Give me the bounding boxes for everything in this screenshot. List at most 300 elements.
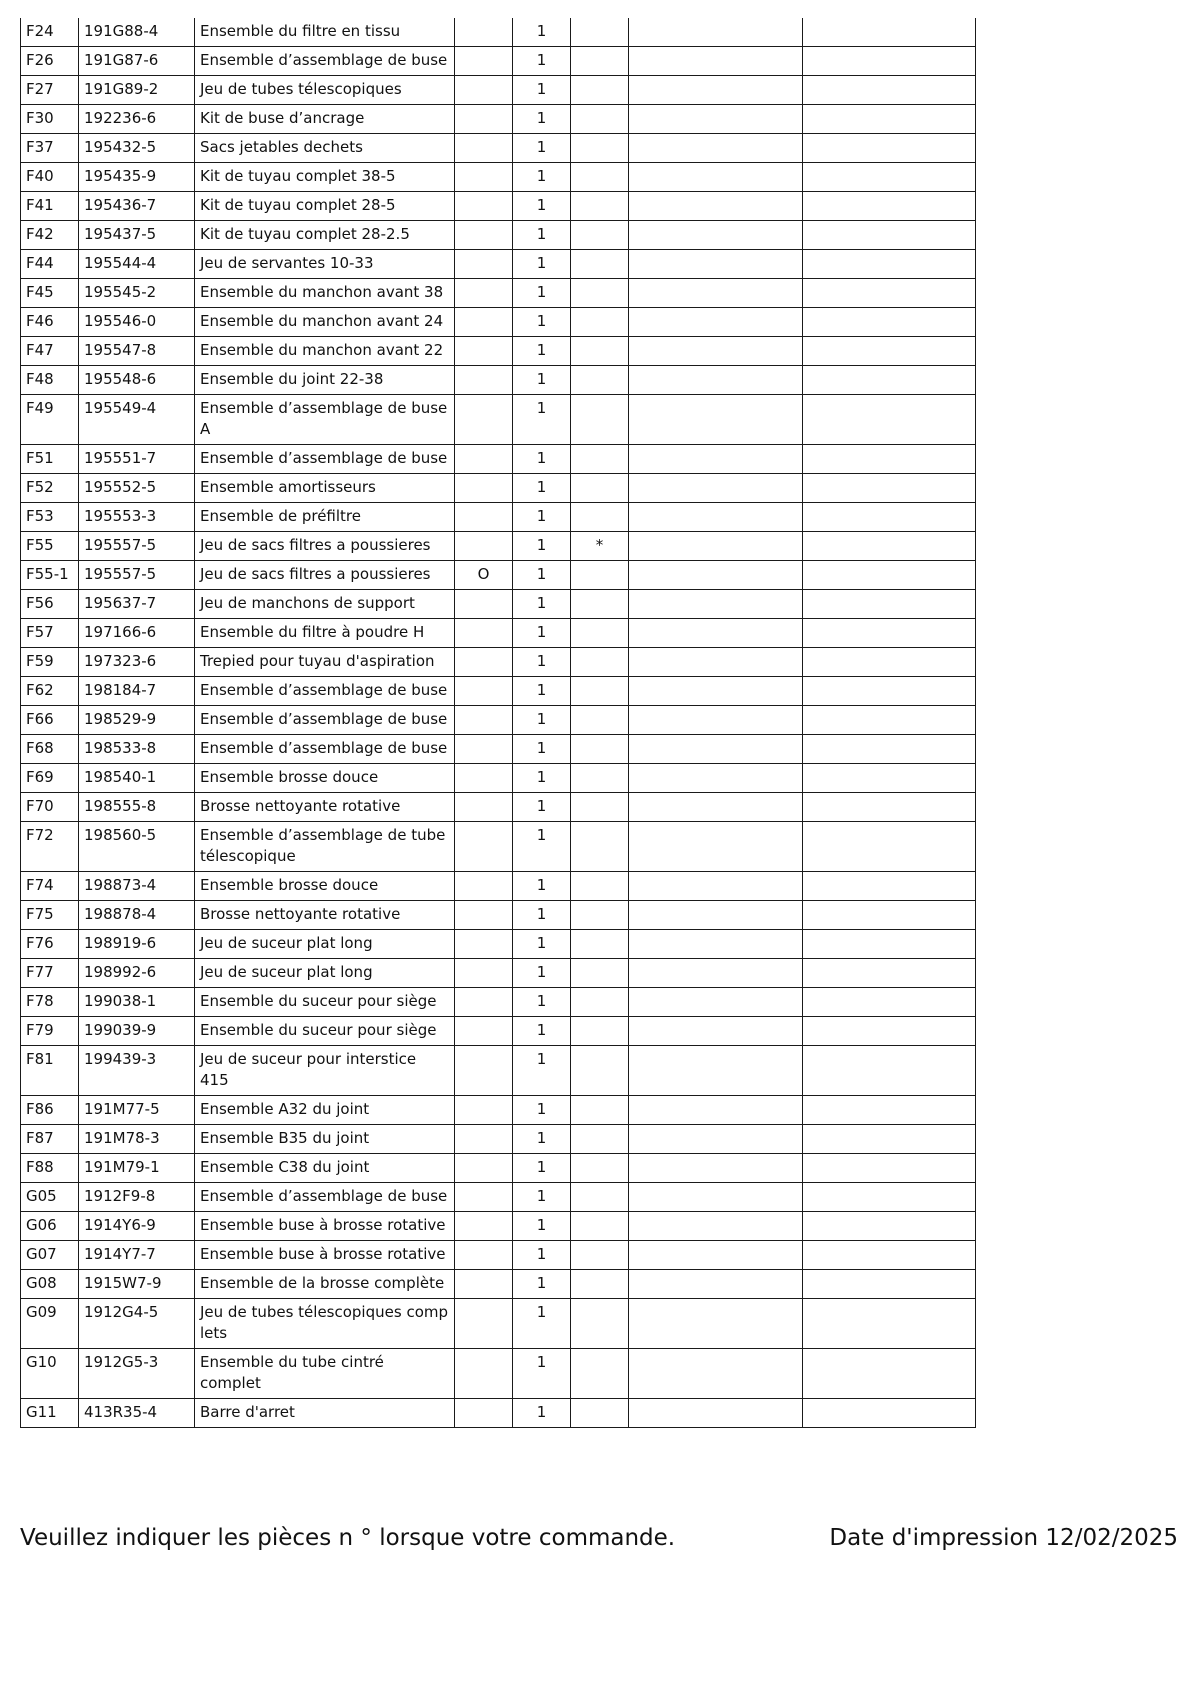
blank-cell <box>803 1125 976 1154</box>
ref-cell: F78 <box>21 988 79 1017</box>
blank-cell <box>629 793 803 822</box>
blank-cell <box>803 1399 976 1428</box>
quantity-cell: 1 <box>513 959 571 988</box>
quantity-cell: 1 <box>513 648 571 677</box>
description-cell: Ensemble de la brosse complète <box>195 1270 455 1299</box>
quantity-cell: 1 <box>513 1299 571 1349</box>
description-cell: Sacs jetables dechets <box>195 134 455 163</box>
blank-cell <box>629 619 803 648</box>
note-cell <box>571 793 629 822</box>
blank-cell <box>629 1183 803 1212</box>
ref-cell: F55 <box>21 532 79 561</box>
ref-cell: F81 <box>21 1046 79 1096</box>
mark-cell <box>455 1299 513 1349</box>
part-number-cell: 1914Y6-9 <box>79 1212 195 1241</box>
ref-cell: F55-1 <box>21 561 79 590</box>
table-row <box>21 619 976 648</box>
blank-cell <box>629 1299 803 1349</box>
note-cell <box>571 764 629 793</box>
blank-cell <box>803 18 976 47</box>
part-number-cell: 195548-6 <box>79 366 195 395</box>
blank-cell <box>803 308 976 337</box>
description-cell: Ensemble du suceur pour siège <box>195 988 455 1017</box>
mark-cell <box>455 366 513 395</box>
part-number-cell: 198533-8 <box>79 735 195 764</box>
part-number-cell: 198555-8 <box>79 793 195 822</box>
mark-cell <box>455 764 513 793</box>
blank-cell <box>803 1096 976 1125</box>
part-number-cell: 195545-2 <box>79 279 195 308</box>
table-row <box>21 1399 976 1428</box>
ref-cell: F48 <box>21 366 79 395</box>
blank-cell <box>803 1349 976 1399</box>
table-row <box>21 250 976 279</box>
note-cell <box>571 1125 629 1154</box>
ref-cell: F68 <box>21 735 79 764</box>
note-cell <box>571 445 629 474</box>
note-cell <box>571 1154 629 1183</box>
ref-cell: F57 <box>21 619 79 648</box>
part-number-cell: 195551-7 <box>79 445 195 474</box>
table-row <box>21 959 976 988</box>
note-cell <box>571 105 629 134</box>
quantity-cell: 1 <box>513 764 571 793</box>
blank-cell <box>803 474 976 503</box>
note-cell <box>571 221 629 250</box>
quantity-cell: 1 <box>513 1183 571 1212</box>
table-row <box>21 134 976 163</box>
blank-cell <box>803 1241 976 1270</box>
mark-cell <box>455 445 513 474</box>
part-number-cell: 1912G4-5 <box>79 1299 195 1349</box>
description-cell: Ensemble de préfiltre <box>195 503 455 532</box>
quantity-cell: 1 <box>513 677 571 706</box>
note-cell <box>571 988 629 1017</box>
mark-cell <box>455 1270 513 1299</box>
ref-cell: F46 <box>21 308 79 337</box>
part-number-cell: 195549-4 <box>79 395 195 445</box>
blank-cell <box>629 648 803 677</box>
blank-cell <box>629 445 803 474</box>
blank-cell <box>803 221 976 250</box>
table-row <box>21 18 976 47</box>
blank-cell <box>803 619 976 648</box>
blank-cell <box>629 590 803 619</box>
mark-cell <box>455 250 513 279</box>
blank-cell <box>803 1154 976 1183</box>
description-cell: Ensemble d’assemblage de buse A <box>195 395 455 445</box>
parts-table-body <box>21 18 976 1428</box>
description-cell: Jeu de suceur pour interstice 415 <box>195 1046 455 1096</box>
ref-cell: F56 <box>21 590 79 619</box>
blank-cell <box>803 706 976 735</box>
ref-cell: F47 <box>21 337 79 366</box>
blank-cell <box>803 561 976 590</box>
part-number-cell: 191M77-5 <box>79 1096 195 1125</box>
note-cell <box>571 308 629 337</box>
part-number-cell: 195637-7 <box>79 590 195 619</box>
blank-cell <box>629 366 803 395</box>
blank-cell <box>629 1241 803 1270</box>
quantity-cell: 1 <box>513 706 571 735</box>
table-row <box>21 1212 976 1241</box>
blank-cell <box>803 793 976 822</box>
blank-cell <box>803 1299 976 1349</box>
blank-cell <box>803 395 976 445</box>
quantity-cell: 1 <box>513 590 571 619</box>
note-cell <box>571 1241 629 1270</box>
mark-cell <box>455 793 513 822</box>
note-cell <box>571 279 629 308</box>
part-number-cell: 199038-1 <box>79 988 195 1017</box>
note-cell <box>571 250 629 279</box>
parts-table <box>20 18 976 1428</box>
description-cell: Ensemble du manchon avant 24 <box>195 308 455 337</box>
blank-cell <box>803 1046 976 1096</box>
mark-cell <box>455 988 513 1017</box>
part-number-cell: 198184-7 <box>79 677 195 706</box>
quantity-cell: 1 <box>513 250 571 279</box>
blank-cell <box>629 822 803 872</box>
blank-cell <box>629 192 803 221</box>
mark-cell <box>455 105 513 134</box>
ref-cell: F30 <box>21 105 79 134</box>
table-row <box>21 47 976 76</box>
quantity-cell: 1 <box>513 561 571 590</box>
quantity-cell: 1 <box>513 872 571 901</box>
order-instruction: Veuillez indiquer les pièces n ° lorsque votre commande. <box>20 1525 676 1551</box>
ref-cell: F77 <box>21 959 79 988</box>
ref-cell: F69 <box>21 764 79 793</box>
blank-cell <box>629 1212 803 1241</box>
table-row <box>21 1046 976 1096</box>
ref-cell: F26 <box>21 47 79 76</box>
note-cell <box>571 706 629 735</box>
note-cell <box>571 901 629 930</box>
table-row <box>21 901 976 930</box>
ref-cell: G05 <box>21 1183 79 1212</box>
part-number-cell: 413R35-4 <box>79 1399 195 1428</box>
table-row <box>21 1183 976 1212</box>
table-row <box>21 105 976 134</box>
table-row <box>21 192 976 221</box>
blank-cell <box>629 561 803 590</box>
table-row <box>21 445 976 474</box>
description-cell: Ensemble d’assemblage de buse <box>195 735 455 764</box>
table-row <box>21 677 976 706</box>
description-cell: Jeu de suceur plat long <box>195 959 455 988</box>
note-cell: * <box>571 532 629 561</box>
table-row <box>21 930 976 959</box>
blank-cell <box>803 76 976 105</box>
quantity-cell: 1 <box>513 1212 571 1241</box>
note-cell <box>571 395 629 445</box>
ref-cell: G09 <box>21 1299 79 1349</box>
part-number-cell: 195437-5 <box>79 221 195 250</box>
description-cell: Ensemble d’assemblage de buse <box>195 677 455 706</box>
ref-cell: F37 <box>21 134 79 163</box>
blank-cell <box>803 959 976 988</box>
part-number-cell: 1912G5-3 <box>79 1349 195 1399</box>
mark-cell <box>455 163 513 192</box>
table-row <box>21 764 976 793</box>
blank-cell <box>803 250 976 279</box>
blank-cell <box>803 764 976 793</box>
mark-cell <box>455 1399 513 1428</box>
blank-cell <box>629 1017 803 1046</box>
table-row <box>21 1096 976 1125</box>
part-number-cell: 191G88-4 <box>79 18 195 47</box>
blank-cell <box>629 532 803 561</box>
description-cell: Ensemble du manchon avant 22 <box>195 337 455 366</box>
description-cell: Ensemble du filtre en tissu <box>195 18 455 47</box>
blank-cell <box>629 764 803 793</box>
part-number-cell: 198919-6 <box>79 930 195 959</box>
part-number-cell: 191M78-3 <box>79 1125 195 1154</box>
mark-cell <box>455 619 513 648</box>
print-date: Date d'impression 12/02/2025 <box>829 1525 1178 1551</box>
note-cell <box>571 822 629 872</box>
part-number-cell: 199439-3 <box>79 1046 195 1096</box>
table-row <box>21 221 976 250</box>
ref-cell: F70 <box>21 793 79 822</box>
note-cell <box>571 735 629 764</box>
mark-cell: O <box>455 561 513 590</box>
part-number-cell: 1915W7-9 <box>79 1270 195 1299</box>
mark-cell <box>455 474 513 503</box>
part-number-cell: 198540-1 <box>79 764 195 793</box>
description-cell: Ensemble du suceur pour siège <box>195 1017 455 1046</box>
quantity-cell: 1 <box>513 47 571 76</box>
blank-cell <box>803 1017 976 1046</box>
ref-cell: F59 <box>21 648 79 677</box>
description-cell: Ensemble brosse douce <box>195 872 455 901</box>
description-cell: Jeu de servantes 10-33 <box>195 250 455 279</box>
mark-cell <box>455 192 513 221</box>
note-cell <box>571 1299 629 1349</box>
blank-cell <box>629 279 803 308</box>
ref-cell: F24 <box>21 18 79 47</box>
mark-cell <box>455 1154 513 1183</box>
table-row <box>21 474 976 503</box>
ref-cell: F42 <box>21 221 79 250</box>
mark-cell <box>455 930 513 959</box>
mark-cell <box>455 648 513 677</box>
quantity-cell: 1 <box>513 1017 571 1046</box>
ref-cell: F53 <box>21 503 79 532</box>
blank-cell <box>629 395 803 445</box>
note-cell <box>571 1046 629 1096</box>
part-number-cell: 195553-3 <box>79 503 195 532</box>
description-cell: Ensemble d’assemblage de buse <box>195 1183 455 1212</box>
quantity-cell: 1 <box>513 619 571 648</box>
ref-cell: F49 <box>21 395 79 445</box>
note-cell <box>571 561 629 590</box>
blank-cell <box>803 1270 976 1299</box>
part-number-cell: 198878-4 <box>79 901 195 930</box>
description-cell: Barre d'arret <box>195 1399 455 1428</box>
blank-cell <box>803 590 976 619</box>
part-number-cell: 195557-5 <box>79 532 195 561</box>
ref-cell: F44 <box>21 250 79 279</box>
blank-cell <box>629 474 803 503</box>
note-cell <box>571 930 629 959</box>
mark-cell <box>455 1125 513 1154</box>
part-number-cell: 195547-8 <box>79 337 195 366</box>
description-cell: Ensemble d’assemblage de buse <box>195 47 455 76</box>
quantity-cell: 1 <box>513 337 571 366</box>
blank-cell <box>629 503 803 532</box>
ref-cell: G06 <box>21 1212 79 1241</box>
quantity-cell: 1 <box>513 822 571 872</box>
ref-cell: F72 <box>21 822 79 872</box>
blank-cell <box>629 221 803 250</box>
ref-cell: G08 <box>21 1270 79 1299</box>
table-row <box>21 735 976 764</box>
quantity-cell: 1 <box>513 18 571 47</box>
mark-cell <box>455 1241 513 1270</box>
note-cell <box>571 163 629 192</box>
note-cell <box>571 474 629 503</box>
description-cell: Trepied pour tuyau d'aspiration <box>195 648 455 677</box>
ref-cell: F41 <box>21 192 79 221</box>
table-row <box>21 1299 976 1349</box>
description-cell: Jeu de sacs filtres a poussieres <box>195 561 455 590</box>
table-row <box>21 561 976 590</box>
part-number-cell: 198560-5 <box>79 822 195 872</box>
description-cell: Ensemble du filtre à poudre H <box>195 619 455 648</box>
note-cell <box>571 1270 629 1299</box>
table-row <box>21 706 976 735</box>
mark-cell <box>455 901 513 930</box>
table-row <box>21 590 976 619</box>
note-cell <box>571 134 629 163</box>
blank-cell <box>629 735 803 764</box>
quantity-cell: 1 <box>513 793 571 822</box>
description-cell: Ensemble du manchon avant 38 <box>195 279 455 308</box>
note-cell <box>571 76 629 105</box>
note-cell <box>571 1017 629 1046</box>
blank-cell <box>803 532 976 561</box>
quantity-cell: 1 <box>513 1349 571 1399</box>
quantity-cell: 1 <box>513 988 571 1017</box>
mark-cell <box>455 959 513 988</box>
blank-cell <box>629 1154 803 1183</box>
note-cell <box>571 1349 629 1399</box>
part-number-cell: 195557-5 <box>79 561 195 590</box>
quantity-cell: 1 <box>513 901 571 930</box>
note-cell <box>571 1183 629 1212</box>
note-cell <box>571 677 629 706</box>
mark-cell <box>455 18 513 47</box>
ref-cell: F45 <box>21 279 79 308</box>
part-number-cell: 191G87-6 <box>79 47 195 76</box>
mark-cell <box>455 395 513 445</box>
table-row <box>21 337 976 366</box>
blank-cell <box>629 47 803 76</box>
ref-cell: F27 <box>21 76 79 105</box>
mark-cell <box>455 134 513 163</box>
blank-cell <box>803 366 976 395</box>
ref-cell: F75 <box>21 901 79 930</box>
ref-cell: F88 <box>21 1154 79 1183</box>
quantity-cell: 1 <box>513 134 571 163</box>
ref-cell: F66 <box>21 706 79 735</box>
blank-cell <box>629 1046 803 1096</box>
description-cell: Ensemble brosse douce <box>195 764 455 793</box>
ref-cell: G07 <box>21 1241 79 1270</box>
blank-cell <box>803 163 976 192</box>
mark-cell <box>455 1212 513 1241</box>
table-row <box>21 872 976 901</box>
table-row <box>21 1349 976 1399</box>
blank-cell <box>803 503 976 532</box>
part-number-cell: 197323-6 <box>79 648 195 677</box>
description-cell: Kit de tuyau complet 28-2.5 <box>195 221 455 250</box>
description-cell: Jeu de tubes télescopiques comp lets <box>195 1299 455 1349</box>
quantity-cell: 1 <box>513 221 571 250</box>
quantity-cell: 1 <box>513 395 571 445</box>
blank-cell <box>803 1212 976 1241</box>
description-cell: Kit de buse d’ancrage <box>195 105 455 134</box>
blank-cell <box>629 18 803 47</box>
description-cell: Kit de tuyau complet 28-5 <box>195 192 455 221</box>
part-number-cell: 191M79-1 <box>79 1154 195 1183</box>
blank-cell <box>803 735 976 764</box>
description-cell: Ensemble d’assemblage de buse <box>195 445 455 474</box>
mark-cell <box>455 822 513 872</box>
table-row <box>21 366 976 395</box>
blank-cell <box>803 192 976 221</box>
blank-cell <box>803 988 976 1017</box>
ref-cell: F86 <box>21 1096 79 1125</box>
blank-cell <box>803 134 976 163</box>
description-cell: Ensemble d’assemblage de buse <box>195 706 455 735</box>
description-cell: Ensemble d’assemblage de tube télescopique <box>195 822 455 872</box>
mark-cell <box>455 872 513 901</box>
table-row <box>21 395 976 445</box>
description-cell: Ensemble du tube cintré complet <box>195 1349 455 1399</box>
note-cell <box>571 1212 629 1241</box>
description-cell: Brosse nettoyante rotative <box>195 793 455 822</box>
quantity-cell: 1 <box>513 1270 571 1299</box>
description-cell: Ensemble du joint 22-38 <box>195 366 455 395</box>
blank-cell <box>629 134 803 163</box>
mark-cell <box>455 1183 513 1212</box>
quantity-cell: 1 <box>513 1125 571 1154</box>
mark-cell <box>455 308 513 337</box>
part-number-cell: 197166-6 <box>79 619 195 648</box>
mark-cell <box>455 47 513 76</box>
blank-cell <box>803 872 976 901</box>
table-row <box>21 279 976 308</box>
table-row <box>21 503 976 532</box>
ref-cell: F52 <box>21 474 79 503</box>
blank-cell <box>629 930 803 959</box>
part-number-cell: 195546-0 <box>79 308 195 337</box>
mark-cell <box>455 1096 513 1125</box>
description-cell: Ensemble buse à brosse rotative <box>195 1212 455 1241</box>
part-number-cell: 192236-6 <box>79 105 195 134</box>
description-cell: Jeu de tubes télescopiques <box>195 76 455 105</box>
note-cell <box>571 1096 629 1125</box>
table-row <box>21 163 976 192</box>
note-cell <box>571 1399 629 1428</box>
table-row <box>21 1241 976 1270</box>
ref-cell: F51 <box>21 445 79 474</box>
blank-cell <box>803 337 976 366</box>
blank-cell <box>629 988 803 1017</box>
